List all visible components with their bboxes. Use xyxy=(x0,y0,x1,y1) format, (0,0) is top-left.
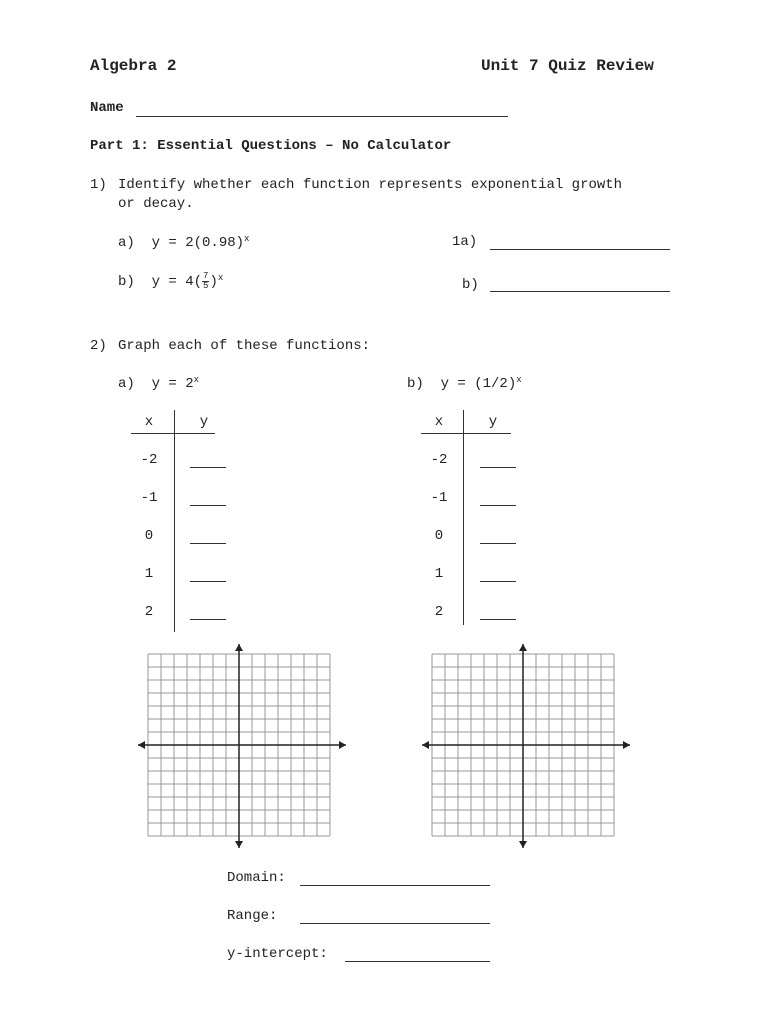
part1-heading: Part 1: Essential Questions – No Calculator xyxy=(90,138,452,154)
table-b-y-blank4[interactable] xyxy=(480,581,516,582)
table-b-x-row2: -1 xyxy=(430,490,448,506)
q2a-exponent: x xyxy=(193,375,200,385)
graph-grid-a[interactable] xyxy=(136,642,350,852)
arrow-up-icon xyxy=(235,644,243,651)
table-a-divider xyxy=(174,410,175,632)
y-intercept-label: y-intercept: xyxy=(227,946,328,962)
q2a-expression: y = 2 xyxy=(151,376,194,392)
table-b-x-row5: 2 xyxy=(434,604,444,620)
table-b-divider xyxy=(463,410,464,625)
q2a-label: a) xyxy=(118,376,135,392)
table-b-x-row3: 0 xyxy=(434,528,444,544)
table-b-header-rule xyxy=(421,433,511,434)
q1b-label: b) xyxy=(118,274,135,291)
domain-field[interactable] xyxy=(300,885,490,886)
table-b-y-blank3[interactable] xyxy=(480,543,516,544)
q1b-item xyxy=(118,272,223,291)
range-label: Range: xyxy=(227,908,278,924)
table-a-y-blank1[interactable] xyxy=(190,467,226,468)
table-a-y-blank2[interactable] xyxy=(190,505,226,506)
q1a-exponent: x xyxy=(244,234,250,244)
table-b-x-row1: -2 xyxy=(430,452,448,468)
q2b-expression: y = (1/2) xyxy=(440,376,517,392)
name-field[interactable] xyxy=(136,116,508,117)
table-a-y-blank4[interactable] xyxy=(190,581,226,582)
q1-prompt-line1: Identify whether each function represents exponential growth xyxy=(118,177,623,193)
q1b-expression-prefix: y = 4( xyxy=(151,274,203,291)
course-title: Algebra 2 xyxy=(90,57,177,75)
name-label: Name xyxy=(90,100,124,116)
table-a-header-y: y xyxy=(199,414,209,430)
q1-prompt-line2: or decay. xyxy=(118,196,194,212)
page-title: Unit 7 Quiz Review xyxy=(481,57,654,75)
table-a-x-row1: -2 xyxy=(140,452,158,468)
q2-number: 2) xyxy=(90,338,107,354)
table-a-x-row4: 1 xyxy=(144,566,154,582)
range-field[interactable] xyxy=(300,923,490,924)
q1a-expression: y = 2(0.98) xyxy=(151,235,245,251)
q1b-answer-field[interactable] xyxy=(490,291,670,292)
table-a-x-row5: 2 xyxy=(144,604,154,620)
arrow-down-icon xyxy=(519,841,527,848)
q1b-expression-suffix: ) xyxy=(209,274,218,291)
graph-grid-b[interactable] xyxy=(420,642,634,852)
table-b-y-blank5[interactable] xyxy=(480,619,516,620)
arrow-right-icon xyxy=(623,741,630,749)
q1b-numerator: 7 xyxy=(203,271,209,281)
arrow-down-icon xyxy=(235,841,243,848)
y-intercept-field[interactable] xyxy=(345,961,490,962)
q1a-label: a) xyxy=(118,235,135,251)
arrow-left-icon xyxy=(422,741,429,749)
table-a-y-blank5[interactable] xyxy=(190,619,226,620)
q1b-exponent: x xyxy=(217,273,224,284)
q1a-answer-label: 1a) xyxy=(452,234,478,250)
table-b-header-x: x xyxy=(434,414,444,430)
domain-label: Domain: xyxy=(227,870,286,886)
arrow-left-icon xyxy=(138,741,145,749)
q2-prompt: Graph each of these functions: xyxy=(118,338,371,354)
q2a-item xyxy=(118,375,199,392)
table-b-y-blank2[interactable] xyxy=(480,505,516,506)
q1b-denominator: 5 xyxy=(203,281,209,291)
table-a-x-row2: -1 xyxy=(140,490,158,506)
table-a-header-rule xyxy=(131,433,215,434)
q1a-item xyxy=(118,234,249,251)
table-b-header-y: y xyxy=(488,414,498,430)
table-a-header-x: x xyxy=(144,414,154,430)
q2b-label: b) xyxy=(407,376,424,392)
q1-number: 1) xyxy=(90,177,107,193)
table-b-y-blank1[interactable] xyxy=(480,467,516,468)
table-a-x-row3: 0 xyxy=(144,528,154,544)
q1a-answer-field[interactable] xyxy=(490,249,670,250)
q2b-exponent: x xyxy=(516,375,522,385)
arrow-up-icon xyxy=(519,644,527,651)
table-b-x-row4: 1 xyxy=(434,566,444,582)
arrow-right-icon xyxy=(339,741,346,749)
q2b-item xyxy=(407,375,522,392)
q1b-answer-label: b) xyxy=(462,277,479,293)
table-a-y-blank3[interactable] xyxy=(190,543,226,544)
